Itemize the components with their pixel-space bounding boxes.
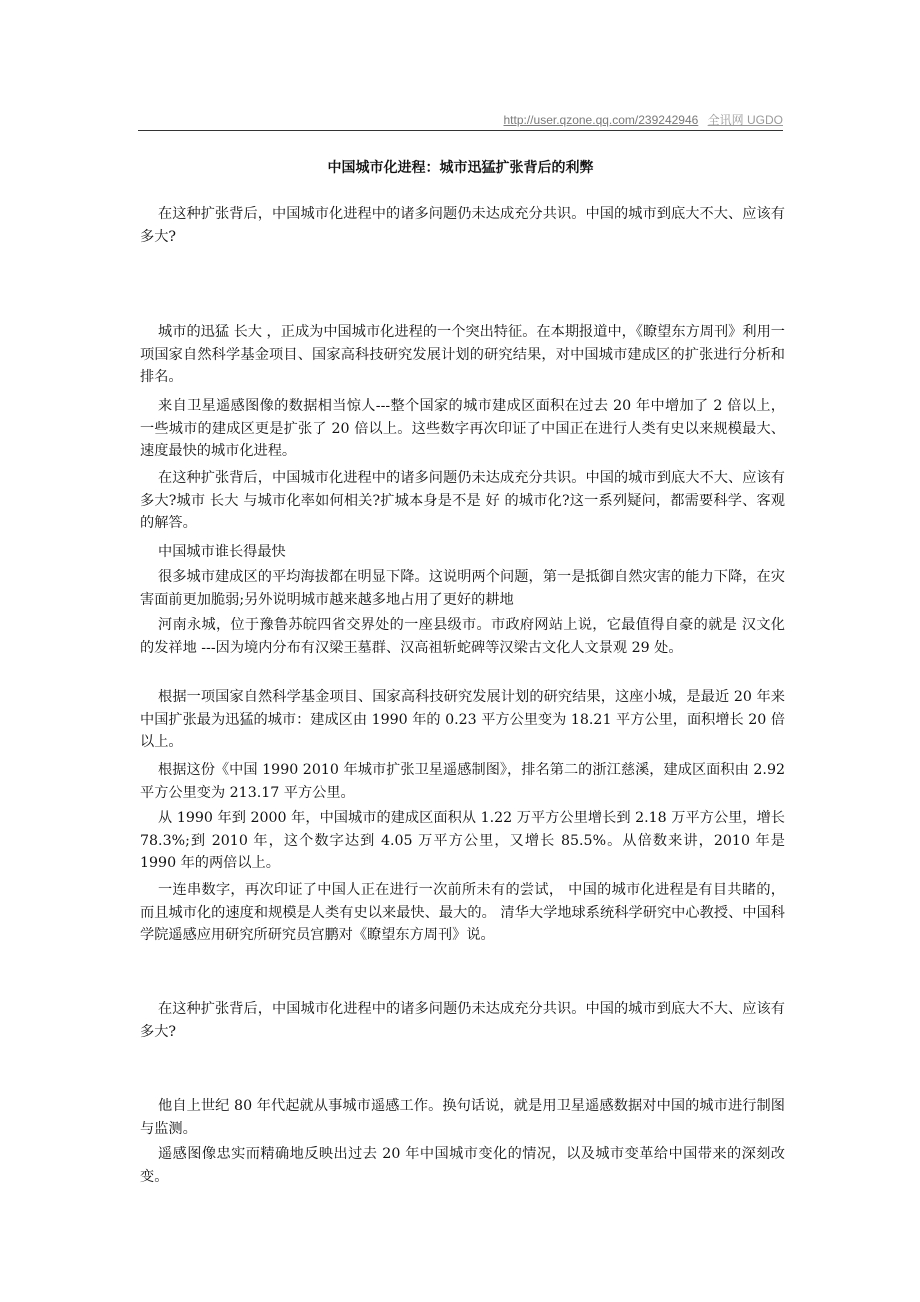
paragraph: 很多城市建成区的平均海拔都在明显下降。这说明两个问题，第一是抵御自然灾害的能力下降，在灾害面前更加脆弱;另外说明城市越来越多地占用了更好的耕地 xyxy=(140,569,785,608)
paragraph: 根据一项国家自然科学基金项目、国家高科技研究发展计划的研究结果，这座小城，是最近 20 年来中国扩张最为迅猛的城市：建成区由 1990 年的 0.23 平方公里变为 18.21 平方公里，面积增长 20 倍以上。 xyxy=(140,689,785,751)
paragraph: 一连串数字，再次印证了中国人正在进行一次前所未有的尝试， 中国的城市化进程是有目共睹的，而且城市化的速度和规模是人类有史以来最快、最大的。 清华大学地球系统科学研究中心教授、中国科学院遥感应用研究所研究员宫鹏对《瞭望东方周刊》说。 xyxy=(140,882,785,944)
paragraph: 在这种扩张背后，中国城市化进程中的诸多问题仍未达成充分共识。中国的城市到底大不大、应该有多大?城市 长大 与城市化率如何相关?扩城本身是不是 好 的城市化?这一系列疑问，都需要科学、客观的解答。 xyxy=(140,470,785,532)
paragraph: 遥感图像忠实而精确地反映出过去 20 年中国城市变化的情况，以及城市变革给中国带来的深刻改变。 xyxy=(140,1146,785,1185)
paragraph: 在这种扩张背后，中国城市化进程中的诸多问题仍未达成充分共识。中国的城市到底大不大、应该有多大? xyxy=(140,1001,785,1040)
paragraph: 他自上世纪 80 年代起就从事城市遥感工作。换句话说，就是用卫星遥感数据对中国的城市进行制图与监测。 xyxy=(140,1098,785,1137)
paragraph: 根据这份《中国 1990 2010 年城市扩张卫星遥感制图》，排名第二的浙江慈溪，建成区面积由 2.92 平方公里变为 213.17 平方公里。 xyxy=(140,762,785,801)
header-site-name[interactable]: 全讯网 UGDO xyxy=(707,113,783,127)
section-heading: 中国城市谁长得最快 xyxy=(158,544,286,560)
paragraph: 城市的迅猛 长大 ，正成为中国城市化进程的一个突出特征。在本期报道中，《瞭望东方周刊》利用一项国家自然科学基金项目、国家高科技研究发展计划的研究结果，对中国城市建成区的扩张进行分析和排名。 xyxy=(140,324,785,386)
paragraph: 河南永城，位于豫鲁苏皖四省交界处的一座县级市。市政府网站上说，它最值得自豪的就是 汉文化的发祥地 ---因为境内分布有汉梁王墓群、汉高祖斩蛇碑等汉梁古文化人文景观 29 处。 xyxy=(140,617,785,656)
paragraph-intro: 在这种扩张背后，中国城市化进程中的诸多问题仍未达成充分共识。中国的城市到底大不大、应该有多大? xyxy=(140,206,785,245)
paragraph: 来自卫星遥感图像的数据相当惊人---整个国家的城市建成区面积在过去 20 年中增加了 2 倍以上，一些城市的建成区更是扩张了 20 倍以上。这些数字再次印证了中国正在进行人类有史以来规模最大、速度最快的城市化进程。 xyxy=(140,398,785,460)
header-url-link[interactable]: http://user.qzone.qq.com/239242946 xyxy=(503,113,699,127)
article-title: 中国城市化进程：城市迅猛扩张背后的利弊 xyxy=(327,160,594,176)
page-header xyxy=(138,112,783,131)
paragraph: 从 1990 年到 2000 年，中国城市的建成区面积从 1.22 万平方公里增长到 2.18 万平方公里，增长 78.3%;到 2010 年，这个数字达到 4.05 万平方公里，又增长 85.5%。从倍数来讲，2010 年是 1990 年的两倍以上。 xyxy=(140,810,785,872)
